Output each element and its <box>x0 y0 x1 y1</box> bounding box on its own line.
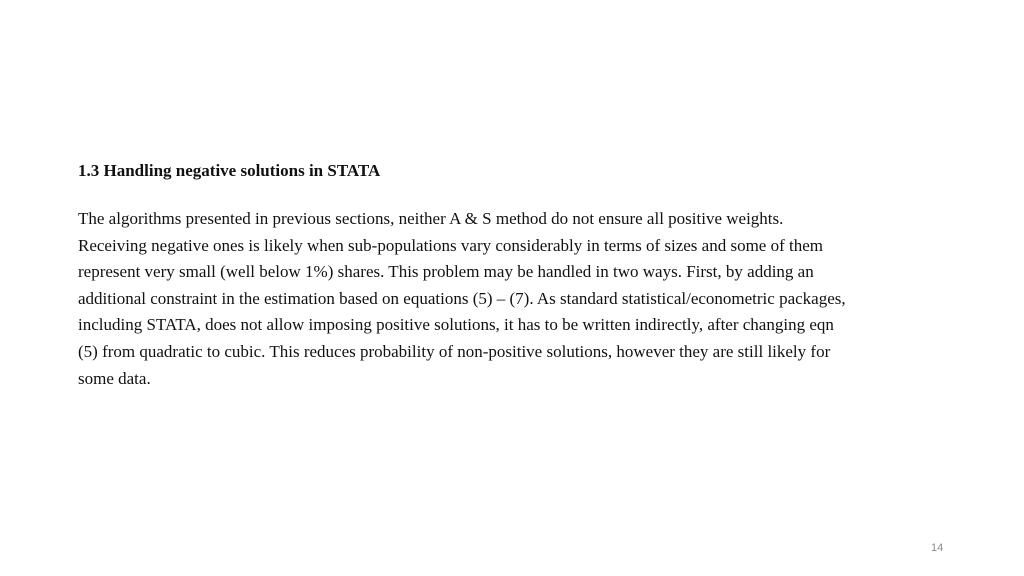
body-line: including STATA, does not allow imposing positive solutions, it has to be written indirectly, after changing eqn <box>78 315 834 335</box>
body-line: Receiving negative ones is likely when sub-populations vary considerably in terms of sizes and some of them <box>78 235 823 255</box>
body-line: additional constraint in the estimation based on equations (5) – (7). As standard statistical/econometric packages, <box>78 288 846 308</box>
section-heading: 1.3 Handling negative solutions in STATA <box>78 161 381 180</box>
body-line: The algorithms presented in previous sections, neither A & S method do not ensure all positive weights. <box>78 209 784 228</box>
section-body <box>78 206 958 392</box>
body-line: some data. <box>78 368 151 388</box>
page-number: 14 <box>931 542 944 554</box>
body-line: represent very small (well below 1%) shares. This problem may be handled in two ways. First, by adding an <box>78 262 814 282</box>
body-line: (5) from quadratic to cubic. This reduces probability of non-positive solutions, however they are still likely for <box>78 341 831 361</box>
